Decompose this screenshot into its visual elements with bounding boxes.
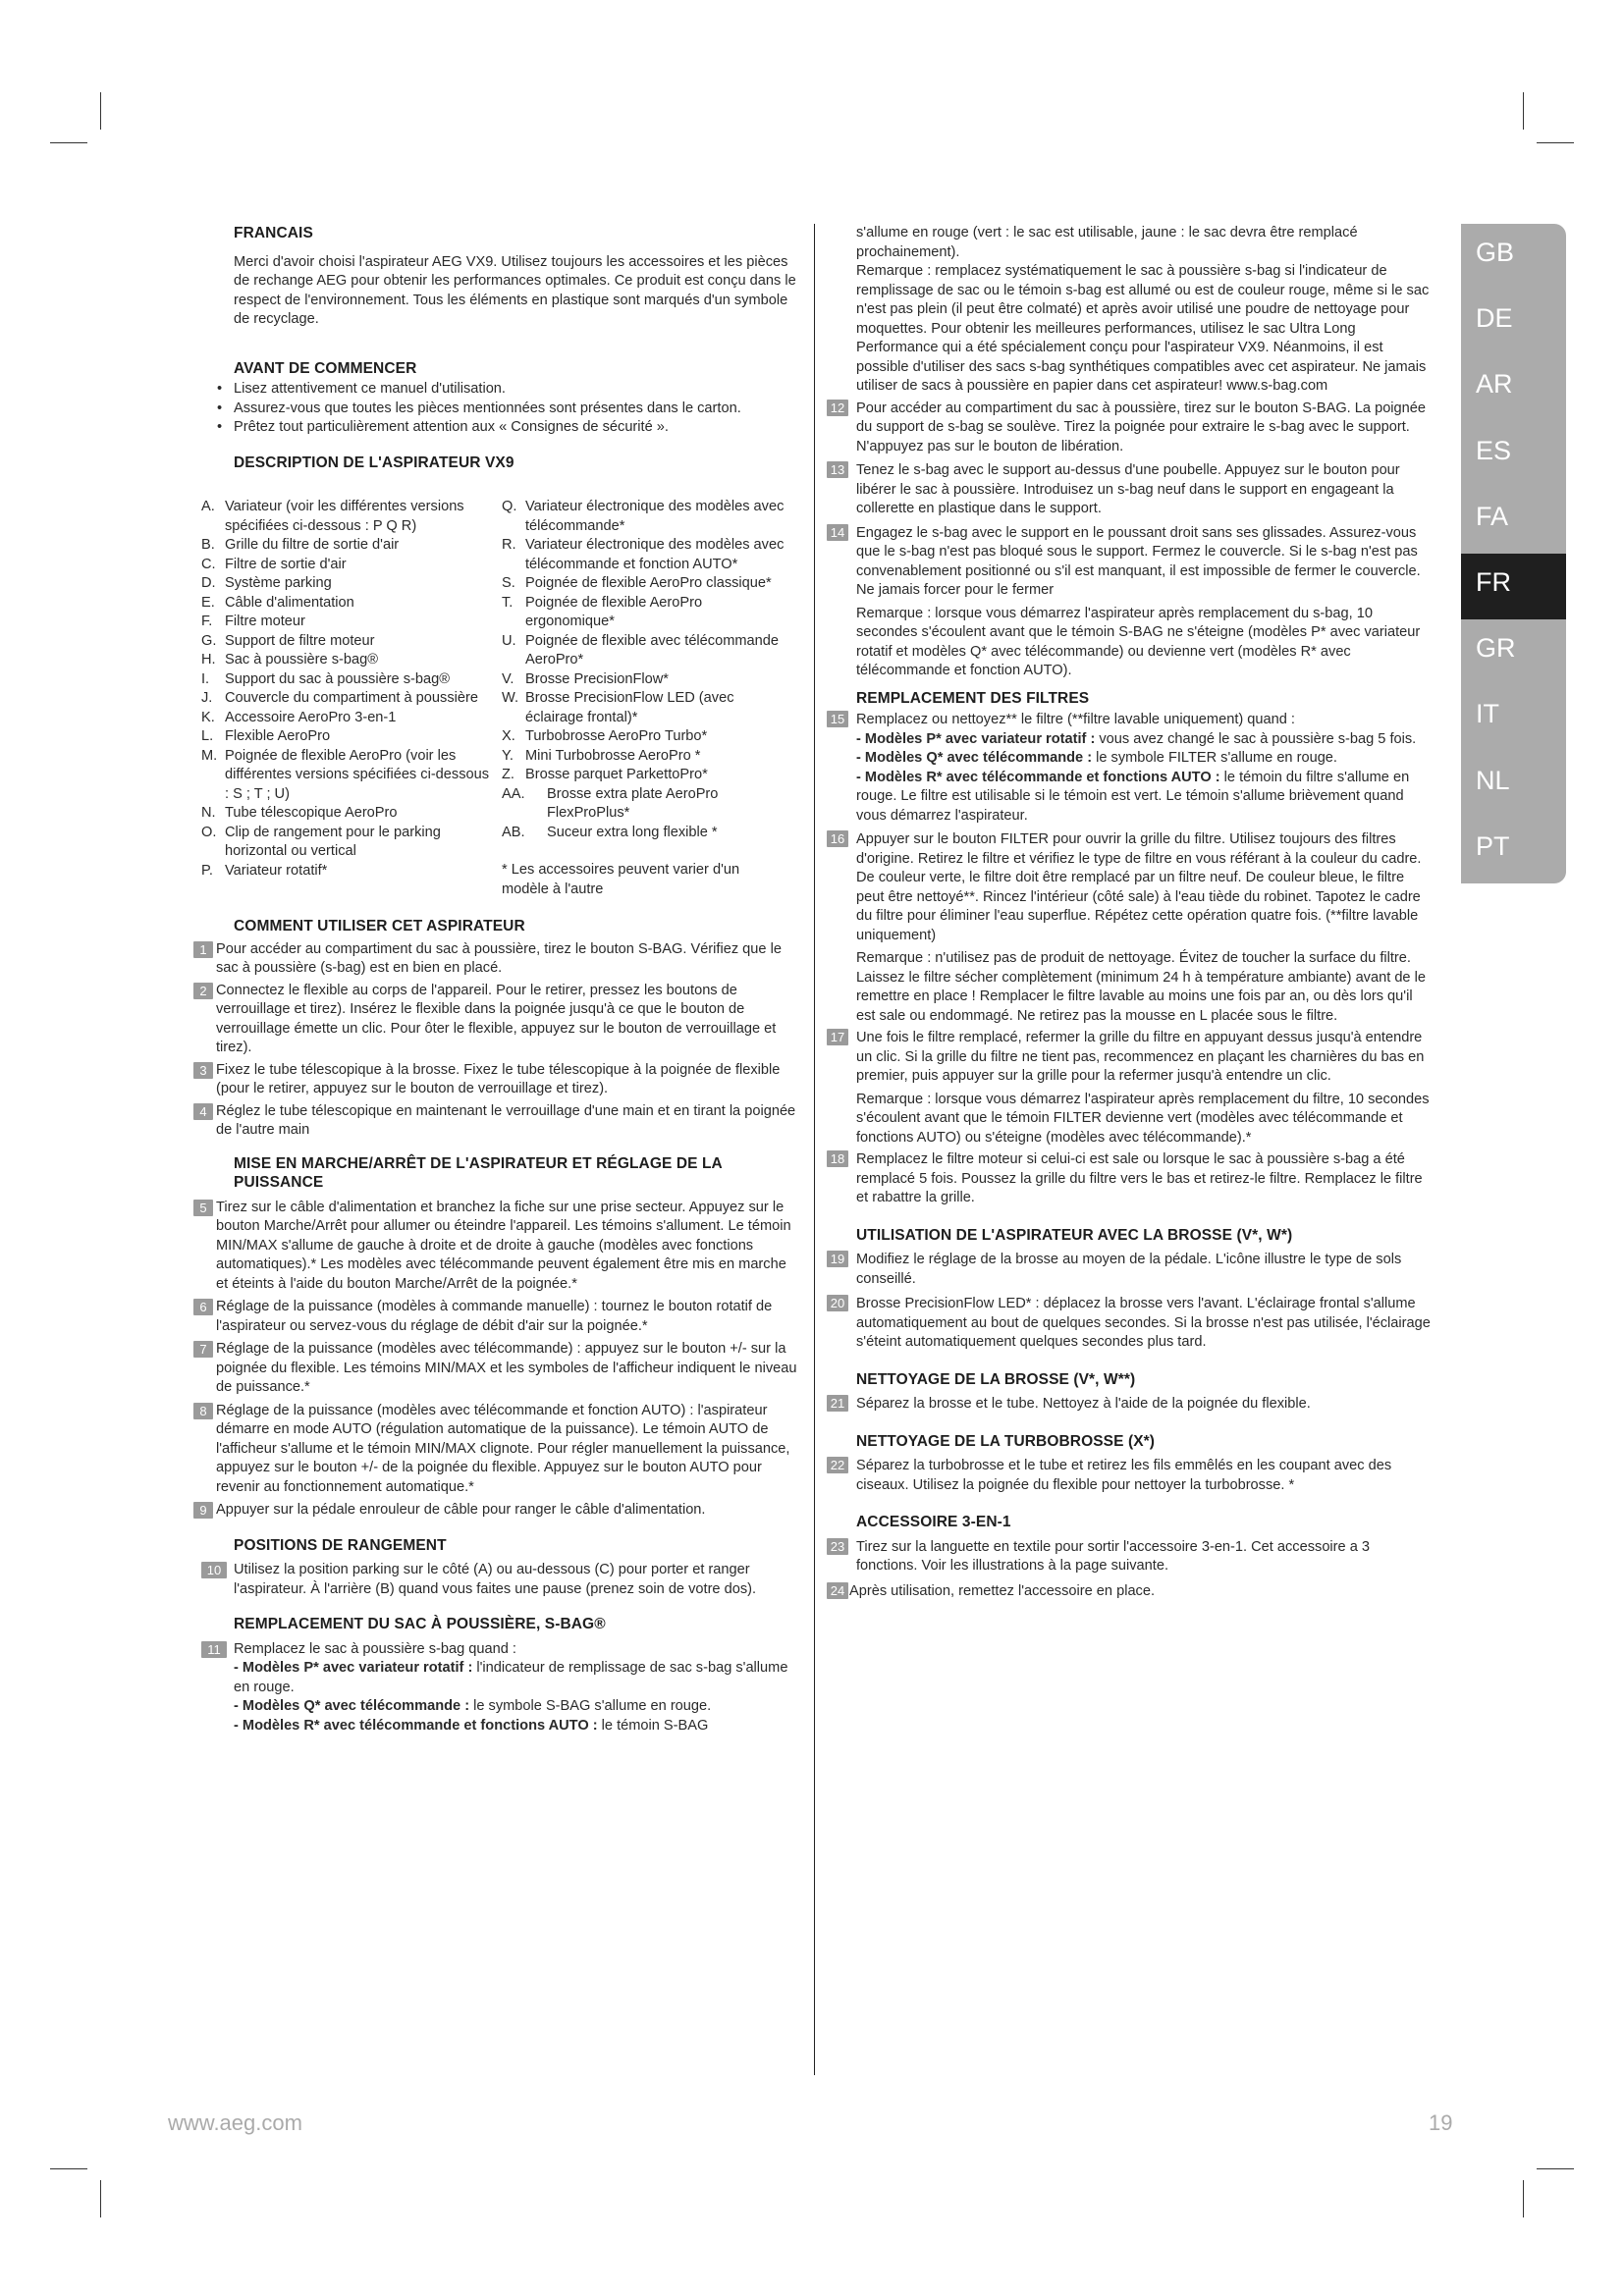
instruction-step: 22 Séparez la turbobrosse et le tube et retirez les fils emmêlés en les coupant avec des ciseaux. Utilisez la poignée du flexible pour nettoyer la turbobrosse. *: [856, 1457, 1434, 1495]
lang-tab-gr[interactable]: GR: [1476, 633, 1516, 664]
page-title: FRANCAIS: [234, 225, 313, 241]
instruction-step: 21 Séparez la brosse et le tube. Nettoyez à l'aide de la poignée du flexible.: [856, 1395, 1434, 1415]
instruction-step: 10 Utilisez la position parking sur le côté (A) ou au-dessous (C) pour porter et ranger l'aspirateur. À l'arrière (B) quand vous faites une pause (prenez soin de votre dos).: [201, 1561, 802, 1599]
component-item: D. Système parking: [201, 575, 332, 591]
instruction-step: 2 Connectez le flexible au corps de l'appareil. Pour le retirer, pressez les boutons de verrouillage et tirez). Insérez le flexible dans la poignée jusqu'à ce que le bouton de verrouillage émette un clic. Pour ôter le flexible, appuyez sur le bouton de verrouillage et tirez).: [201, 982, 802, 1058]
step-number-badge: 13: [827, 461, 848, 478]
step-number-badge: 10: [201, 1562, 227, 1578]
section-heading-nettoyage-brosse: NETTOYAGE DE LA BROSSE (V*, W**): [856, 1370, 1136, 1388]
component-item: AA. Brosse extra plate AeroPro FlexProPlus*: [502, 785, 719, 821]
component-item: F. Filtre moteur: [201, 614, 305, 629]
list-item: • Prêtez tout particulièrement attention aux « Consignes de sécurité ».: [201, 418, 802, 438]
instruction-step: 11 Remplacez le sac à poussière s-bag quand : - Modèles P* avec variateur rotatif : l'indicateur de remplissage de sac s-bag s'allume en rouge. - Modèles Q* avec télécommande : le symbole S-BAG s'allume en rouge. - Modèles R* avec télécommande et fonctions AUTO : le témoin S-BAG: [201, 1640, 802, 1736]
remark: Remarque : remplacez systématiquement le sac à poussière s-bag si l'indicateur de remplissage de sac ou le témoin s-bag est allumé ou est de couleur rouge, même si le sac n'est pas plein (il peut être colmaté) et après avoir utilisé une poudre de nettoyage pour moquettes. Pour obtenir les meilleures performances, utilisez le sac Ultra Long Performance qui a été spécialement conçu pour l'aspirateur VX9. Néanmoins, il est possible d'utiliser des sacs s-bag synthétiques compatibles avec cet aspirateur. Ne jamais utiliser de sacs à poussière en papier dans cet aspirateur! www.s-bag.com: [856, 263, 1430, 394]
step-number-badge: 6: [193, 1299, 213, 1315]
section-heading-marche: MISE EN MARCHE/ARRÊT DE L'ASPIRATEUR ET RÉGLAGE DE LA PUISSANCE: [234, 1154, 723, 1191]
step-number-badge: 24: [827, 1582, 848, 1599]
remark: Remarque : lorsque vous démarrez l'aspirateur après remplacement du s-bag, 10 secondes s'écoulent avant que le témoin S-BAG ne s'éteigne (modèles P* avec variateur rotatif et modèles Q* avec télécommande) ou devienne vert (modèles R* avec télécommande et fonction AUTO).: [856, 605, 1421, 678]
step-number-badge: 14: [827, 524, 848, 541]
lang-tab-fa[interactable]: FA: [1476, 501, 1509, 531]
avant-list: [201, 380, 802, 438]
footer-website[interactable]: www.aeg.com: [168, 2110, 302, 2135]
crop-mark: [100, 2180, 101, 2217]
component-item: AB. Suceur extra long flexible *: [502, 824, 718, 840]
crop-mark: [1537, 142, 1574, 143]
step-number-badge: 2: [193, 983, 213, 999]
left-column: [201, 224, 802, 1735]
component-item: V. Brosse PrecisionFlow*: [502, 670, 669, 687]
list-item: • Assurez-vous que toutes les pièces mentionnées sont présentes dans le carton.: [201, 400, 802, 419]
lang-tab-gb[interactable]: GB: [1476, 238, 1515, 267]
lang-tab-ar[interactable]: AR: [1476, 369, 1513, 400]
step-number-badge: 23: [827, 1538, 848, 1555]
instruction-step: 20 Brosse PrecisionFlow LED* : déplacez la brosse vers l'avant. L'éclairage frontal s'allume automatiquement au bout de quelques secondes. Si la brosse n'est pas utilisée, l'éclairage s'éteint automatiquement quelques secondes plus tard.: [856, 1295, 1434, 1353]
instruction-step: 19 Modifiez le réglage de la brosse au moyen de la pédale. L'icône illustre le type de sols conseillé.: [856, 1251, 1434, 1289]
list-item: • Lisez attentivement ce manuel d'utilisation.: [201, 380, 802, 400]
section-heading-description: DESCRIPTION DE L'ASPIRATEUR VX9: [234, 454, 514, 471]
component-item: T. Poignée de flexible AeroPro ergonomique*: [502, 594, 703, 629]
lang-tab-fr[interactable]: FR: [1461, 554, 1566, 619]
instruction-step: 15 Remplacez ou nettoyez** le filtre (**filtre lavable uniquement) quand : - Modèles P* avec variateur rotatif : vous avez changé le sac à poussière s-bag 5 fois. - Modèles Q* avec télécommande : le symbole FILTER s'allume en rouge. - Modèles R* avec télécommande et fonctions AUTO : le témoin du filtre s'allume en rouge. Le filtre est utilisable si le témoin est vert. Le témoin s'allume brièvement quand vous démarrez l'aspirateur.: [856, 711, 1434, 826]
component-item: E. Câble d'alimentation: [201, 594, 354, 611]
step-number-badge: 18: [827, 1150, 848, 1167]
section-heading-avant: AVANT DE COMMENCER: [234, 359, 417, 377]
component-item: U. Poignée de flexible avec télécommande AeroPro*: [502, 632, 779, 667]
step-number-badge: 21: [827, 1395, 848, 1412]
step-number-badge: 3: [193, 1062, 213, 1079]
step-number-badge: 1: [193, 941, 213, 958]
component-item: S. Poignée de flexible AeroPro classique*: [502, 575, 772, 591]
instruction-step: 14 Engagez le s-bag avec le support en le poussant droit sans ses glissades. Assurez-vous que le s-bag n'est pas bloqué sous le support. Fermez le couvercle. Si le s-bag n'est pas convenablement positionné ou s'il est manquant, il est impossible de fermer le couvercle. Ne jamais forcer pour le fermer: [856, 524, 1434, 601]
component-item: C. Filtre de sortie d'air: [201, 556, 347, 572]
component-item: H. Sac à poussière s-bag®: [201, 652, 378, 667]
intro-paragraph: Merci d'avoir choisi l'aspirateur AEG VX9. Utilisez toujours les accessoires et les pièces de rechange AEG pour obtenir les performances optimales. Ce produit est conçu dans le respect de l'environnement. Tous les éléments en plastique sont marqués d'un symbole de recyclage.: [234, 253, 796, 327]
lang-tab-de[interactable]: DE: [1476, 303, 1513, 334]
step-number-badge: 8: [193, 1403, 213, 1419]
section-heading-filtres: REMPLACEMENT DES FILTRES: [856, 689, 1090, 707]
step-number-badge: 20: [827, 1295, 848, 1311]
crop-mark: [1523, 2180, 1524, 2217]
step-number-badge: 19: [827, 1251, 848, 1267]
instruction-step: 9 Appuyer sur la pédale enrouleur de câble pour ranger le câble d'alimentation.: [201, 1501, 802, 1521]
step-number-badge: 12: [827, 400, 848, 416]
section-heading-brosse: UTILISATION DE L'ASPIRATEUR AVEC LA BROSSE (V*, W*): [856, 1226, 1293, 1244]
instruction-step: 3 Fixez le tube télescopique à la brosse. Fixez le tube télescopique à la poignée de flexible (pour le retirer, appuyez sur le bouton de verrouillage et tirez).: [201, 1061, 802, 1099]
components-list: [201, 498, 802, 899]
crop-mark: [50, 142, 87, 143]
crop-mark: [1537, 2168, 1574, 2169]
crop-mark: [100, 92, 101, 130]
component-item: Y. Mini Turbobrosse AeroPro *: [502, 747, 701, 764]
section-heading-sbag: REMPLACEMENT DU SAC À POUSSIÈRE, S-BAG®: [234, 1616, 606, 1632]
components-column-right: [502, 498, 786, 899]
lang-tab-it[interactable]: IT: [1476, 699, 1499, 729]
component-item: A. Variateur (voir les différentes versions spécifiées ci-dessous : P Q R): [201, 499, 464, 534]
instruction-step: 5 Tirez sur le câble d'alimentation et branchez la fiche sur une prise secteur. Appuyez sur le bouton Marche/Arrêt pour allumer ou éteindre l'appareil. Les témoins s'allument. Le témoin MIN/MAX s'allume de gauche à droite et de droite à gauche (modèles avec fonctions automatiques).* Les modèles avec télécommande peuvent également être mis en marche et éteints à l'aide du bouton Marche/Arrêt de la poignée.*: [201, 1199, 802, 1295]
instruction-step: 7 Réglage de la puissance (modèles avec télécommande) : appuyez sur le bouton +/- sur la poignée du flexible. Les témoins MIN/MAX et les symboles de l'afficheur indiquent le niveau de puissance.*: [201, 1340, 802, 1398]
step-number-badge: 4: [193, 1103, 213, 1120]
instruction-step: 12 Pour accéder au compartiment du sac à poussière, tirez sur le bouton S-BAG. La poignée du support de s-bag se soulève. Tirez la poignée pour extraire le s-bag avec le support. N'appuyez pas sur le bouton de libération.: [856, 400, 1434, 457]
remark: Remarque : n'utilisez pas de produit de nettoyage. Évitez de toucher la surface du filtre. Laissez le filtre sécher complètement (minimum 24 h à température ambiante) avant de le remettre en place ! Remplacer le filtre lavable au moins une fois par an, ou dès lors qu'il est sale ou endommagé. Ne retirez pas la mousse en L placée sous le filtre.: [856, 950, 1426, 1024]
component-item: M. Poignée de flexible AeroPro (voir les différentes versions spécifiées ci-dessous : S ; T ; U): [201, 747, 490, 802]
column-divider: [814, 224, 815, 2075]
component-item: O. Clip de rangement pour le parking horizontal ou vertical: [201, 824, 441, 859]
continued-text: s'allume en rouge (vert : le sac est utilisable, jaune : le sac devra être remplacé prochainement).: [856, 225, 1358, 260]
step-number-badge: 5: [193, 1200, 213, 1216]
section-heading-rangement: POSITIONS DE RANGEMENT: [234, 1536, 447, 1554]
components-column-left: [201, 498, 496, 899]
instruction-step: 23 Tirez sur la languette en textile pour sortir l'accessoire 3-en-1. Cet accessoire a 3 fonctions. Voir les illustrations à la page suivante.: [856, 1538, 1434, 1576]
section-heading-utiliser: COMMENT UTILISER CET ASPIRATEUR: [234, 918, 525, 934]
language-tabs: [1461, 224, 1566, 883]
step-number-badge: 16: [827, 830, 848, 847]
step-number-badge: 7: [193, 1341, 213, 1358]
component-item: X. Turbobrosse AeroPro Turbo*: [502, 728, 708, 744]
component-item: Q. Variateur électronique des modèles avec télécommande*: [502, 499, 785, 534]
instruction-step: 1 Pour accéder au compartiment du sac à poussière, tirez le bouton S-BAG. Vérifiez que le sac à poussière (s-bag) est en bien en placé.: [201, 940, 802, 979]
step-number-badge: 17: [827, 1029, 848, 1045]
step-number-badge: 11: [201, 1641, 227, 1658]
instruction-step: 4 Réglez le tube télescopique en maintenant le verrouillage d'une main et en tirant la poignée de l'autre main: [201, 1102, 802, 1141]
crop-mark: [50, 2168, 87, 2169]
crop-mark: [1523, 92, 1524, 130]
step-number-badge: 9: [193, 1502, 213, 1519]
lang-tab-nl[interactable]: NL: [1476, 765, 1510, 795]
instruction-step: 17 Une fois le filtre remplacé, refermer la grille du filtre en appuyant dessus jusqu'à entendre un clic. Si la grille du filtre ne tient pas, recommencez en plaçant les charnières du bas en premier, puis appuyer sur la grille pour la refermer jusqu'à entendre un clic.: [856, 1029, 1434, 1087]
section-heading-accessoire: ACCESSOIRE 3-EN-1: [856, 1514, 1011, 1530]
component-item: R. Variateur électronique des modèles avec télécommande et fonction AUTO*: [502, 537, 785, 572]
component-item: B. Grille du filtre de sortie d'air: [201, 537, 400, 553]
component-item: G. Support de filtre moteur: [201, 632, 375, 649]
step-number-badge: 15: [827, 711, 848, 727]
instruction-step: 13 Tenez le s-bag avec le support au-dessus d'une poubelle. Appuyez sur le bouton pour libérer le sac à poussière. Introduisez un s-bag neuf dans le support en engageant la collerette en plastique dans le support.: [856, 461, 1434, 519]
instruction-step: 8 Réglage de la puissance (modèles avec télécommande et fonction AUTO) : l'aspirateur démarre en mode AUTO (régulation automatique de la puissance). Le témoin AUTO de l'afficheur s'allume et le témoin MIN/MAX clignote. Pour régler manuellement la puissance, appuyez sur le bouton +/- de la poignée du flexible. Appuyez sur le bouton AUTO pour revenir au fonctionnement automatique.*: [201, 1402, 802, 1498]
instruction-step: 6 Réglage de la puissance (modèles à commande manuelle) : tournez le bouton rotatif de l'aspirateur ou servez-vous du réglage de débit d'air sur la poignée.*: [201, 1298, 802, 1336]
component-item: L. Flexible AeroPro: [201, 728, 331, 744]
component-item: P. Variateur rotatif*: [201, 862, 328, 879]
component-item: Z. Brosse parquet ParkettoPro*: [502, 767, 708, 782]
component-item: J. Couvercle du compartiment à poussière: [201, 690, 478, 706]
lang-tab-pt[interactable]: PT: [1476, 830, 1510, 861]
instruction-step: 16 Appuyer sur le bouton FILTER pour ouvrir la grille du filtre. Utilisez toujours des filtres d'origine. Retirez le filtre et vérifiez le type de filtre en vous référant à la couleur du cadre. De couleur verte, le filtre doit être remplacé par un filtre neuf. De couleur bleue, le filtre peut être nettoyé**. Rincez l'intérieur (côté sale) à l'eau tiède du robinet. Tapotez le cadre du filtre pour éliminer l'eau superflue. Répétez cette opération quatre fois. (**filtre lavable uniquement): [856, 830, 1434, 945]
component-item: N. Tube télescopique AeroPro: [201, 805, 398, 821]
instruction-step: 24 Après utilisation, remettez l'accessoire en place.: [856, 1582, 1434, 1602]
page-number: 19: [1429, 2110, 1453, 2135]
instruction-step: 18 Remplacez le filtre moteur si celui-ci est sale ou lorsque le sac à poussière s-bag a été remplacé 5 fois. Poussez la grille du filtre vers le bas et retirez-le filtre. Remplacez le filtre et rabattre la grille.: [856, 1150, 1434, 1208]
section-heading-nettoyage-turbo: NETTOYAGE DE LA TURBOBROSSE (X*): [856, 1432, 1156, 1450]
component-item: K. Accessoire AeroPro 3-en-1: [201, 709, 397, 725]
lang-tab-es[interactable]: ES: [1476, 435, 1512, 465]
step-number-badge: 22: [827, 1457, 848, 1473]
remark: Remarque : lorsque vous démarrez l'aspirateur après remplacement du filtre, 10 secondes s'écoulent avant que le témoin FILTER devienne vert (modèles avec télécommande et fonctions AUTO) ou s'éteigne (modèles avec télécommande).*: [856, 1091, 1430, 1146]
component-item: W. Brosse PrecisionFlow LED (avec éclairage frontal)*: [502, 690, 734, 725]
right-column: [830, 224, 1434, 1601]
component-item: I. Support du sac à poussière s-bag®: [201, 670, 450, 687]
components-note: * Les accessoires peuvent varier d'un modèle à l'autre: [502, 862, 740, 897]
